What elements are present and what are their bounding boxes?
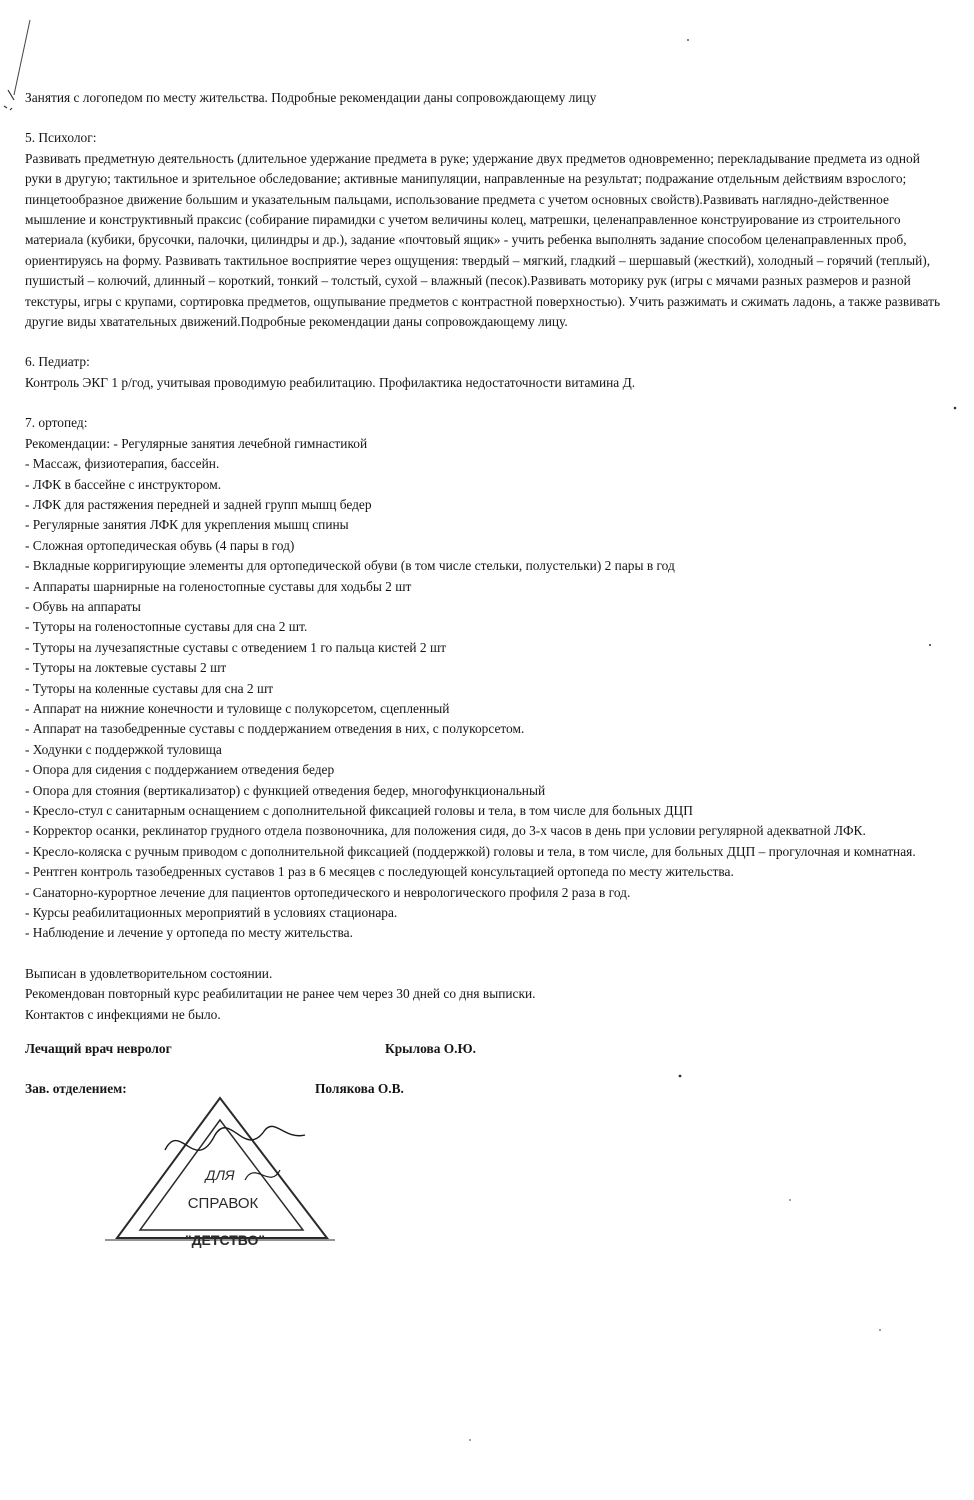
list-item: - Аппарат на нижние конечности и туловище с полукорсетом, сцепленный <box>25 700 450 716</box>
list-item: - Регулярные занятия ЛФК для укрепления мышц спины <box>25 517 349 533</box>
list-item: - Туторы на лучезапястные суставы с отведением 1 го пальца кистей 2 шт <box>25 639 447 655</box>
department-head-name: Полякова О.В. <box>315 1081 404 1097</box>
psychologist-section <box>25 128 945 332</box>
discharge-section <box>25 964 945 1025</box>
list-item: - ЛФК для растяжения передней и задней групп мышц бедер <box>25 496 372 512</box>
triangle-stamp <box>105 1080 335 1250</box>
list-item: - Сложная ортопедическая обувь (4 пары в год) <box>25 537 295 553</box>
discharge-contacts: Контактов с инфекциями не было. <box>25 1006 221 1022</box>
pediatrician-text: Контроль ЭКГ 1 р/год, учитывая проводимую реабилитацию. Профилактика недостаточности витамина Д. <box>25 374 636 390</box>
speech-therapist-line: Занятия с логопедом по месту жительства. Подробные рекомендации даны сопровождающему лицу <box>25 90 597 105</box>
list-item: - Курсы реабилитационных мероприятий в условиях стационара. <box>25 905 398 921</box>
list-item: - ЛФК в бассейне с инструктором. <box>25 476 222 492</box>
psychologist-heading: 5. Психолог: <box>25 130 97 146</box>
discharge-recommendation: Рекомендован повторный курс реабилитации не ранее чем через 30 дней со дня выписки. <box>25 986 536 1002</box>
attending-doctor-row <box>25 1039 945 1061</box>
department-head-role: Зав. отделением: <box>25 1081 127 1097</box>
document-body <box>25 88 945 1101</box>
list-item: - Массаж, физиотерапия, бассейн. <box>25 456 220 472</box>
list-item: - Наблюдение и лечение у ортопеда по месту жительства. <box>25 925 353 941</box>
list-item: - Санаторно-курортное лечение для пациентов ортопедического и неврологического профиля 2 раза в год. <box>25 884 631 900</box>
list-item: - Вкладные корригирующие элементы для ортопедической обуви (в том числе стельки, полустельки) 2 пары в год <box>25 558 675 574</box>
attending-doctor-name: Крылова О.Ю. <box>385 1041 476 1057</box>
list-item: - Кресло-стул с санитарным оснащением с дополнительной фиксацией головы и тела, в том числе для больных ДЦП <box>25 803 693 818</box>
list-item: - Корректор осанки, реклинатор грудного отдела позвоночника, для положения сидя, до 3-х часов в день при условии регулярной адекватной ЛФК. <box>25 823 866 839</box>
list-item: - Аппарат на тазобедренные суставы с поддержанием отведения в них, с полукорсетом. <box>25 721 525 737</box>
psychologist-text: Развивать предметную деятельность (длительное удержание предмета в руке; удержание двух предметов одновременно; перекладывание предмета из одной руки в другую; тактильное и зрительное обследование; активные манипуляции, направленные на результат; подражание отдельным действиям взрослого; пинцетообразное движение большим и указательным пальцами, использование предмета с учетом основных свойств).Развивать наглядно-действенное мышление и конструктивный праксис (собирание пирамидки с учетом величины колец, матрешки, целенаправленное конструирование из строительного материала (кубики, брусочки, палочки, цилиндры и др.), задание «почтовый ящик» - учить ребенка выполнять задание способом целенаправленных проб, ориентируясь на форму. Развивать тактильное восприятие через ощущения: твердый – мягкий, гладкий – шершавый (жесткий), холодный – горячий (теплый), пушистый – колючий, длинный – короткий, тонкий – толстый, сухой – влажный (песок).Развивать моторику рук (игры с мячами разных размеров и разной текстуры, игры с крупами, сортировка предметов, ощупывание предметов с контрастной поверхностью). Учить разжимать и сжимать ладонь, а также развивать другие виды хватательных движений.Подробные рекомендации даны сопровождающему лицу. <box>25 150 941 330</box>
orthopedist-section <box>25 413 945 944</box>
list-item: - Обувь на аппараты <box>25 598 141 614</box>
list-item: - Рентген контроль тазобедренных суставов 1 раз в 6 месяцев с последующей консультацией ортопеда по месту жительства. <box>25 864 734 880</box>
pediatrician-heading: 6. Педиатр: <box>25 354 90 370</box>
stamp-line-1: ДЛЯ <box>205 1167 235 1183</box>
pediatrician-section <box>25 352 945 393</box>
list-item: - Туторы на локтевые суставы 2 шт <box>25 660 227 676</box>
attending-doctor-role: Лечащий врач невролог <box>25 1041 172 1057</box>
list-item: - Кресло-коляска с ручным приводом с дополнительной фиксацией (поддержкой) головы и тела, в том числе, для больных ДЦП – прогулочная и комнатная. <box>25 843 916 859</box>
stamp-line-3: "ДЕТСТВО" <box>184 1232 266 1248</box>
list-item: Рекомендации: - Регулярные занятия лечебной гимнастикой <box>25 435 368 451</box>
list-item: - Опора для стояния (вертикализатор) с функцией отведения бедер, многофункциональный <box>25 782 546 798</box>
list-item: - Опора для сидения с поддержанием отведения бедер <box>25 762 335 778</box>
list-item: - Аппараты шарнирные на голеностопные суставы для ходьбы 2 шт <box>25 578 412 594</box>
list-item: - Ходунки с поддержкой туловища <box>25 741 222 757</box>
handwritten-signature <box>165 1126 305 1150</box>
discharge-status: Выписан в удовлетворительном состоянии. <box>25 965 273 981</box>
stamp-line-2: СПРАВОК <box>187 1195 259 1212</box>
list-item: - Туторы на голеностопные суставы для сна 2 шт. <box>25 619 308 635</box>
orthopedist-heading: 7. ортопед: <box>25 415 88 431</box>
list-item: - Туторы на коленные суставы для сна 2 шт <box>25 680 274 696</box>
